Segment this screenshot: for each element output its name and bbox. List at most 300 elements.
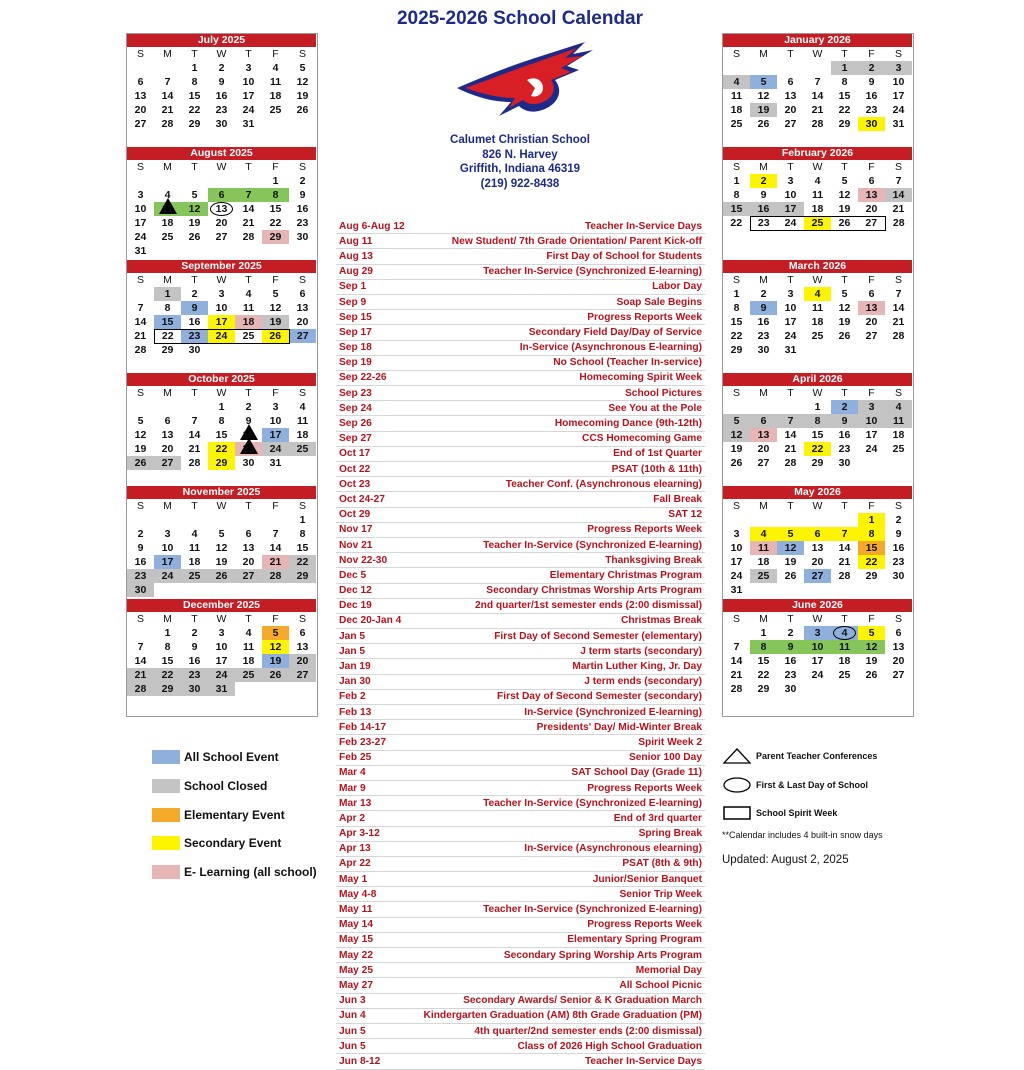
day-cell: 20 (757, 443, 770, 455)
day-cell: 20 (161, 443, 174, 455)
day-cell: 4 (885, 400, 912, 414)
day-cell: 14 (134, 655, 147, 667)
day-cell: 18 (242, 655, 255, 667)
day-cell: 27 (858, 216, 885, 230)
left-column-border (126, 33, 318, 717)
day-cell: 16 (215, 90, 228, 102)
day-cell: 18 (161, 217, 174, 229)
day-cell: 21 (838, 556, 851, 568)
event-date: Oct 29 (339, 509, 371, 521)
event-row (336, 280, 705, 295)
event-name: CCS Homecoming Game (581, 433, 702, 445)
page-title: 2025-2026 School Calendar (396, 8, 644, 29)
event-date: Oct 22 (339, 463, 371, 475)
day-cell: 9 (245, 415, 252, 427)
day-cell: 9 (868, 76, 875, 88)
day-cell: 26 (784, 570, 797, 582)
day-cell: 5 (272, 288, 279, 300)
event-date: Sep 17 (339, 326, 372, 338)
day-cell: 20 (892, 655, 905, 667)
day-cell: 9 (299, 189, 306, 201)
weekday-label: F (868, 48, 875, 60)
school-info (420, 133, 620, 191)
event-row (336, 492, 705, 507)
day-cell: 11 (811, 302, 824, 314)
day-cell: 31 (208, 682, 235, 696)
event-name: In-Service (Asynchronous elearning) (524, 843, 702, 855)
event-row (336, 401, 705, 416)
weekday-label: T (787, 274, 794, 286)
day-cell: 4 (750, 527, 777, 541)
month-title: January 2026 (723, 34, 912, 47)
event-row (336, 781, 705, 796)
legend-label: E- Learning (all school) (184, 865, 317, 880)
day-cell: 16 (296, 203, 309, 215)
snow-days-note: **Calendar includes 4 built-in snow days (722, 829, 883, 840)
event-row (336, 796, 705, 811)
day-cell: 17 (777, 202, 804, 216)
day-cell: 21 (188, 443, 201, 455)
day-cell: 18 (296, 429, 309, 441)
day-cell: 25 (838, 669, 851, 681)
weekday-label: S (136, 500, 144, 512)
day-cell: 2 (858, 61, 885, 75)
event-row (336, 629, 705, 644)
weekday-label: F (868, 613, 875, 625)
day-cell: 12 (215, 542, 228, 554)
day-cell: 5 (191, 189, 198, 201)
event-row (336, 219, 705, 234)
day-cell: 23 (784, 669, 797, 681)
day-cell: 3 (733, 528, 740, 540)
event-name: School Pictures (625, 387, 702, 399)
day-cell: 4 (831, 626, 858, 640)
day-cell: 25 (730, 118, 743, 130)
day-cell: 18 (269, 90, 282, 102)
day-cell: 22 (858, 555, 885, 569)
event-row (336, 386, 705, 401)
weekday-label: S (298, 613, 306, 625)
day-cell: 4 (191, 528, 198, 540)
event-date: Feb 25 (339, 752, 372, 764)
day-cell: 20 (215, 217, 228, 229)
day-cell: 7 (137, 641, 144, 653)
event-row (336, 978, 705, 993)
day-cell: 4 (814, 175, 821, 187)
weekday-label: F (272, 613, 279, 625)
event-date: Nov 17 (339, 524, 373, 536)
right-column-border (722, 33, 914, 717)
day-cell: 20 (242, 556, 255, 568)
day-cell: 19 (784, 556, 797, 568)
day-cell: 19 (838, 316, 851, 328)
day-cell: 14 (730, 655, 743, 667)
event-date: May 22 (339, 949, 373, 961)
day-cell: 24 (777, 216, 804, 230)
day-cell: 6 (208, 188, 235, 202)
event-date: Dec 12 (339, 585, 372, 597)
day-cell: 14 (161, 90, 174, 102)
day-cell: 22 (289, 555, 316, 569)
day-cell: 5 (218, 528, 225, 540)
event-row (336, 827, 705, 842)
day-cell: 23 (757, 330, 770, 342)
weekday-label: M (759, 387, 768, 399)
month-title: March 2026 (723, 260, 912, 273)
day-cell: 6 (750, 414, 777, 428)
event-name: Teacher In-Service (Synchronized E-learning) (483, 797, 702, 809)
event-name: SAT 12 (668, 509, 702, 521)
day-cell: 25 (269, 104, 282, 116)
event-row (336, 872, 705, 887)
event-row (336, 295, 705, 310)
weekday-label: T (191, 161, 198, 173)
legend-label: Elementary Event (184, 807, 285, 822)
day-cell: 23 (235, 442, 262, 456)
day-cell: 12 (181, 202, 208, 216)
day-cell: 10 (804, 640, 831, 654)
day-cell: 15 (858, 541, 885, 555)
event-name: Thanksgiving Break (605, 554, 702, 566)
day-cell: 16 (134, 556, 147, 568)
weekday-label: T (245, 387, 252, 399)
day-cell: 7 (895, 288, 902, 300)
weekday-label: T (787, 387, 794, 399)
day-cell: 5 (777, 527, 804, 541)
event-date: Dec 5 (339, 569, 367, 581)
weekday-label: S (894, 48, 902, 60)
day-cell: 17 (242, 90, 255, 102)
day-cell: 17 (865, 429, 878, 441)
day-cell: 20 (811, 556, 824, 568)
day-cell: 16 (757, 316, 770, 328)
day-cell: 28 (161, 118, 174, 130)
updated-date: Updated: August 2, 2025 (722, 853, 849, 866)
event-date: Apr 2 (339, 812, 366, 824)
event-date: Aug 29 (339, 266, 373, 278)
event-row (336, 462, 705, 477)
event-name: Senior Trip Week (619, 888, 702, 900)
day-cell: 28 (784, 457, 797, 469)
day-cell: 7 (137, 302, 144, 314)
event-row (336, 842, 705, 857)
event-date: Aug 13 (339, 250, 373, 262)
event-date: Nov 21 (339, 539, 373, 551)
event-row (336, 887, 705, 902)
weekday-label: S (732, 500, 740, 512)
event-date: Feb 23-27 (339, 736, 386, 748)
day-cell: 31 (134, 245, 147, 257)
weekday-label: M (163, 48, 172, 60)
day-cell: 10 (892, 76, 905, 88)
day-cell: 26 (757, 118, 770, 130)
day-cell: 18 (730, 104, 743, 116)
day-cell: 31 (892, 118, 905, 130)
day-cell: 19 (188, 217, 201, 229)
day-cell: 10 (215, 641, 228, 653)
event-row (336, 918, 705, 933)
event-row (336, 690, 705, 705)
weekday-label: S (298, 500, 306, 512)
event-name: In-Service (Asynchronous E-learning) (519, 342, 702, 354)
day-cell: 18 (811, 202, 824, 215)
day-cell: 27 (892, 669, 905, 681)
event-name: Teacher In-Service (Synchronized E-learning) (483, 904, 702, 916)
day-cell: 4 (272, 62, 279, 74)
day-cell: 23 (181, 329, 208, 343)
event-row (336, 584, 705, 599)
day-cell: 25 (235, 329, 262, 343)
event-row (336, 963, 705, 978)
day-cell: 17 (811, 655, 824, 667)
day-cell: 11 (242, 641, 255, 653)
event-name: All School Picnic (619, 979, 702, 991)
day-cell: 2 (787, 627, 794, 639)
day-cell: 15 (730, 316, 743, 328)
event-name: Homecoming Dance (9th-12th) (554, 418, 702, 430)
symbol-key (722, 742, 922, 866)
day-cell: 19 (262, 315, 289, 329)
event-date: Oct 17 (339, 448, 371, 460)
weekday-label: W (216, 387, 227, 399)
event-name: No School (Teacher In-service) (553, 357, 702, 369)
event-date: Sep 9 (339, 296, 367, 308)
day-cell: 25 (289, 442, 316, 456)
day-cell: 10 (784, 302, 797, 314)
day-cell: 8 (262, 188, 289, 202)
day-cell: 5 (299, 62, 306, 74)
month-title: April 2026 (723, 373, 912, 386)
day-cell: 30 (757, 344, 770, 356)
legend-item (152, 800, 317, 829)
day-cell: 26 (865, 669, 878, 681)
day-cell: 22 (154, 329, 181, 343)
day-cell: 29 (289, 569, 316, 583)
day-cell: 4 (164, 189, 171, 201)
day-cell: 13 (750, 428, 777, 442)
day-cell: 2 (218, 62, 225, 74)
event-row (336, 341, 705, 356)
day-cell: 24 (865, 443, 878, 455)
day-cell: 24 (208, 329, 235, 343)
weekday-label: T (787, 48, 794, 60)
day-cell: 22 (188, 104, 201, 116)
day-cell: 13 (784, 90, 797, 102)
events-list (336, 219, 705, 1070)
event-row (336, 675, 705, 690)
month-title: February 2026 (723, 147, 912, 160)
event-name: Memorial Day (635, 964, 702, 976)
event-date: Apr 3-12 (339, 828, 380, 840)
day-cell: 22 (838, 104, 851, 116)
day-cell: 22 (730, 217, 743, 229)
day-cell: 7 (164, 76, 171, 88)
day-cell: 29 (865, 570, 878, 582)
day-cell: 27 (289, 329, 316, 343)
event-row (336, 948, 705, 963)
weekday-label: W (812, 161, 823, 173)
day-cell: 1 (164, 627, 171, 639)
legend-swatch (152, 865, 180, 879)
day-cell: 6 (868, 288, 875, 300)
weekday-label: W (216, 161, 227, 173)
day-cell: 16 (235, 428, 262, 442)
day-cell: 28 (127, 682, 154, 696)
day-cell: 28 (838, 570, 851, 582)
event-date: May 11 (339, 904, 373, 916)
day-cell: 6 (787, 76, 794, 88)
day-cell: 27 (154, 456, 181, 470)
day-cell: 21 (161, 104, 174, 116)
day-cell: 9 (777, 640, 804, 654)
day-cell: 13 (134, 90, 147, 102)
day-cell: 7 (831, 527, 858, 541)
weekday-label: F (272, 161, 279, 173)
event-date: Oct 23 (339, 478, 371, 490)
day-cell: 27 (215, 231, 228, 243)
key-item (722, 799, 922, 828)
day-cell: 26 (208, 569, 235, 583)
day-cell: 18 (235, 315, 262, 329)
event-row (336, 432, 705, 447)
day-cell: 17 (215, 655, 228, 667)
day-cell: 1 (299, 514, 306, 526)
event-row (336, 553, 705, 568)
day-cell: 3 (137, 189, 144, 201)
weekday-label: T (191, 387, 198, 399)
day-cell: 26 (838, 330, 851, 342)
day-cell: 12 (269, 302, 282, 314)
day-cell: 21 (242, 217, 255, 229)
day-cell: 26 (188, 231, 201, 243)
event-row (336, 1054, 705, 1069)
day-cell: 2 (299, 175, 306, 187)
legend-item (152, 858, 317, 887)
day-cell: 9 (760, 189, 767, 201)
event-name: Spring Break (638, 828, 702, 840)
day-cell: 22 (269, 217, 282, 229)
weekday-label: T (245, 500, 252, 512)
event-row (336, 538, 705, 553)
weekday-label: T (245, 48, 252, 60)
event-name: Elementary Spring Program (567, 934, 702, 946)
day-cell: 13 (296, 641, 309, 653)
day-cell: 20 (134, 104, 147, 116)
day-cell: 30 (215, 118, 228, 130)
day-cell: 11 (750, 541, 777, 555)
day-cell: 1 (814, 401, 821, 413)
event-row (336, 933, 705, 948)
day-cell: 18 (838, 655, 851, 667)
event-date: Jan 5 (339, 645, 366, 657)
day-cell: 8 (164, 641, 171, 653)
day-cell: 14 (838, 542, 851, 554)
day-cell: 29 (811, 457, 824, 469)
day-cell: 23 (865, 104, 878, 116)
day-cell: 15 (188, 90, 201, 102)
day-cell: 13 (892, 641, 905, 653)
day-cell: 15 (757, 655, 770, 667)
weekday-label: M (163, 274, 172, 286)
day-cell: 27 (134, 118, 147, 130)
day-cell: 29 (208, 456, 235, 470)
weekday-label: T (191, 48, 198, 60)
weekday-label: M (759, 161, 768, 173)
day-cell: 26 (831, 216, 858, 230)
event-name: Progress Reports Week (587, 782, 702, 794)
day-cell: 17 (134, 217, 147, 229)
event-date: Mar 4 (339, 767, 366, 779)
day-cell: 9 (750, 301, 777, 315)
weekday-label: M (759, 613, 768, 625)
day-cell: 19 (838, 202, 851, 215)
crusader-logo (455, 36, 595, 122)
weekday-label: T (841, 613, 848, 625)
day-cell: 29 (838, 118, 851, 130)
event-row (336, 857, 705, 872)
event-date: Apr 22 (339, 858, 371, 870)
day-cell: 13 (858, 188, 885, 202)
weekday-label: W (812, 500, 823, 512)
event-row (336, 568, 705, 583)
event-name: Secondary Christmas Worship Arts Program (486, 585, 702, 597)
day-cell: 12 (134, 429, 147, 441)
day-cell: 26 (127, 456, 154, 470)
day-cell: 20 (784, 104, 797, 116)
day-cell: 8 (733, 302, 740, 314)
day-cell: 25 (811, 330, 824, 342)
day-cell: 11 (269, 76, 282, 88)
day-cell: 24 (892, 104, 905, 116)
day-cell: 28 (242, 231, 255, 243)
day-cell: 11 (730, 90, 743, 102)
event-row (336, 1039, 705, 1054)
event-date: Apr 13 (339, 843, 371, 855)
day-cell: 15 (723, 202, 750, 216)
weekday-label: S (732, 387, 740, 399)
key-item (722, 771, 922, 800)
event-row (336, 508, 705, 523)
weekday-label: M (759, 48, 768, 60)
day-cell: 10 (215, 302, 228, 314)
day-cell: 22 (730, 330, 743, 342)
event-row (336, 599, 705, 614)
day-cell: 28 (262, 569, 289, 583)
event-row (336, 325, 705, 340)
day-cell: 13 (242, 542, 255, 554)
day-cell: 28 (188, 457, 201, 469)
day-cell: 11 (188, 542, 201, 554)
day-cell: 18 (811, 316, 824, 328)
day-cell: 17 (730, 556, 743, 568)
weekday-label: S (136, 161, 144, 173)
event-name: Teacher In-Service (Synchronized E-learning) (483, 266, 702, 278)
day-cell: 14 (811, 90, 824, 102)
school-phone: (219) 922-8438 (480, 177, 560, 190)
weekday-label: T (841, 500, 848, 512)
weekday-label: S (298, 48, 306, 60)
day-cell: 12 (296, 76, 309, 88)
event-name: First Day of Second Semester (elementary) (494, 630, 702, 642)
day-cell: 30 (181, 682, 208, 696)
event-date: Feb 14-17 (339, 721, 386, 733)
event-name: Junior/Senior Banquet (592, 873, 702, 885)
day-cell: 29 (161, 344, 174, 357)
event-name: Secondary Field Day/Day of Service (528, 326, 702, 338)
day-cell: 23 (750, 216, 777, 230)
day-cell: 16 (188, 315, 201, 328)
weekday-label: S (894, 613, 902, 625)
